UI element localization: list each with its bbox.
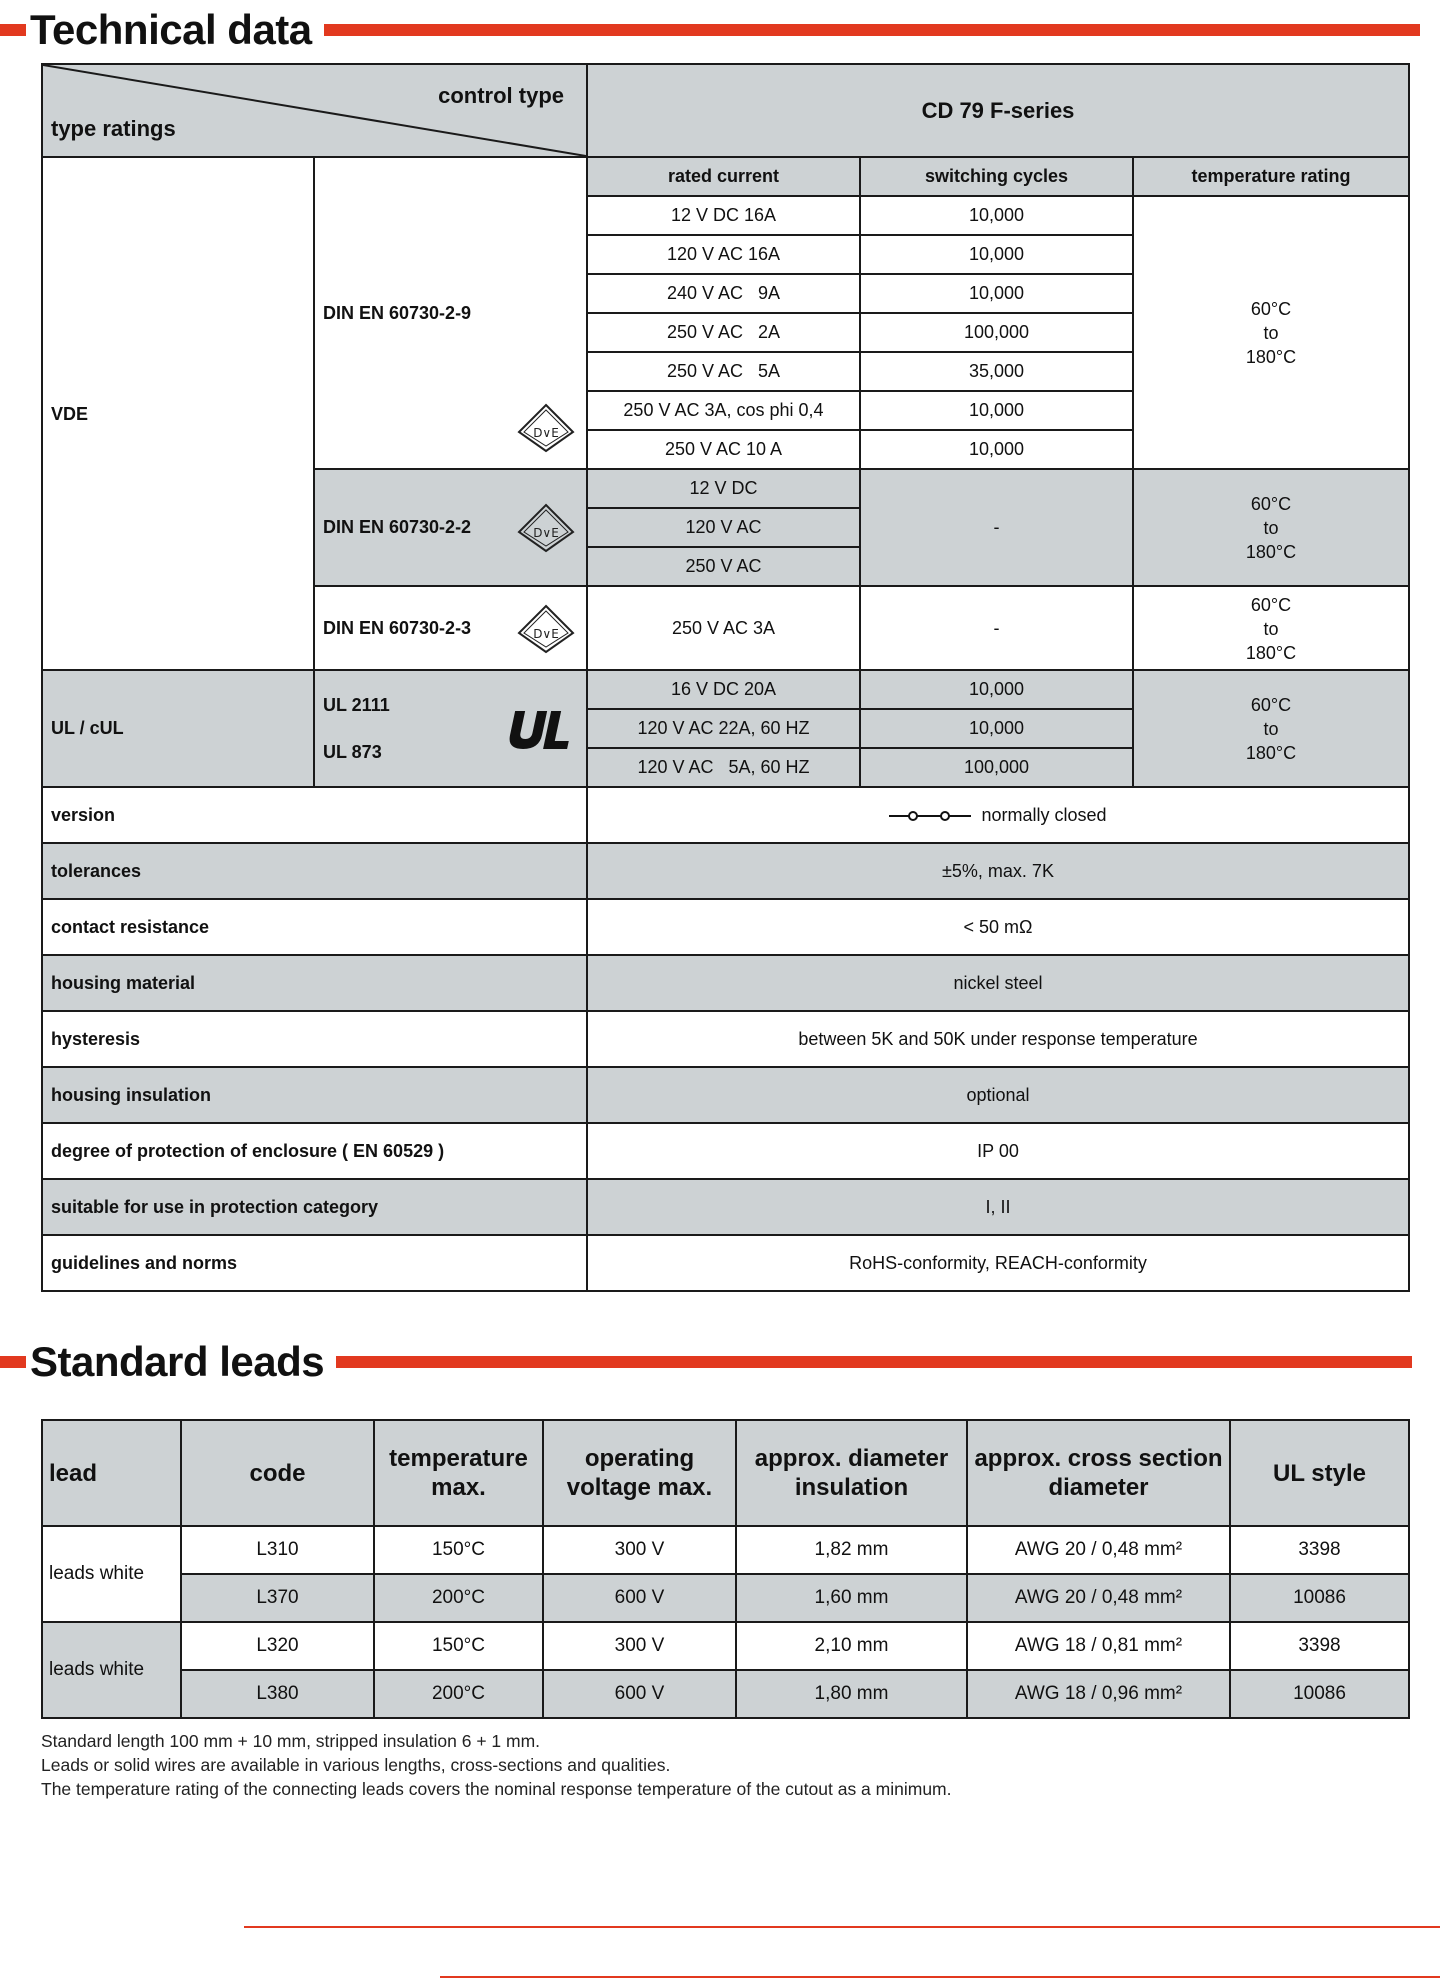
lead-cell: 1,80 mm [736,1670,967,1718]
temp-line: to [1263,618,1279,639]
standard-leads-heading [0,1338,1412,1386]
leads-col-ul-style: UL style [1230,1420,1409,1526]
lead-cell: 3398 [1230,1526,1409,1574]
lead-cell: 1,60 mm [736,1574,967,1622]
rated-current-cell: 12 V DC [587,469,860,508]
leads-col-temperature: temperature max. [374,1420,543,1526]
svg-text:D∨E: D∨E [533,525,559,540]
rated-current-cell: 250 V AC 2A [587,313,860,352]
rated-current-cell: 120 V AC 5A, 60 HZ [587,748,860,787]
switching-cycles-cell: 10,000 [860,274,1133,313]
prop-value-housing-material: nickel steel [587,955,1409,1011]
rated-current-cell: 250 V AC 3A, cos phi 0,4 [587,391,860,430]
std-60730-2-2-name: DIN EN 60730-2-2 [323,517,472,537]
lead-cell: 300 V [543,1622,736,1670]
ul-standards-cell [314,670,587,787]
temp-line: 60°C [1250,694,1292,715]
technical-data-title: Technical data [30,6,312,53]
ul-properties-table [41,669,1410,1292]
std-60730-2-9-name: DIN EN 60730-2-9 [323,302,472,323]
switching-cycles-cell: 100,000 [860,313,1133,352]
ul-873-name: UL 873 [323,741,382,762]
leads-col-lead: lead [42,1420,181,1526]
prop-label-guidelines-norms: guidelines and norms [42,1235,587,1291]
footer-rule-upper [244,1926,1440,1928]
switching-cycles-cell: - [860,586,1133,671]
svg-text:D∨E: D∨E [533,426,559,440]
temp-line: 60°C [1250,594,1292,615]
lead-cell: L380 [181,1670,374,1718]
prop-value-contact-resistance: < 50 mΩ [587,899,1409,955]
temp-line: 60°C [1250,298,1292,319]
temp-line: to [1263,718,1279,739]
control-type-label: control type [438,83,564,108]
heading-rule [336,1356,1412,1368]
note-line: Standard length 100 mm + 10 mm, stripped insulation 6 + 1 mm. [41,1731,541,1751]
rated-current-cell: 120 V AC 16A [587,235,860,274]
switching-cycles-cell: 10,000 [860,709,1133,748]
note-line: The temperature rating of the connecting leads covers the nominal response temperature of the cutout as a minimum. [41,1779,952,1799]
prop-value-version [587,787,1409,843]
table-row [42,1526,1409,1574]
lead-cell: 300 V [543,1526,736,1574]
rated-current-cell: 12 V DC 16A [587,196,860,235]
lead-cell: AWG 20 / 0,48 mm² [967,1526,1230,1574]
prop-value-degree-of-protection: IP 00 [587,1123,1409,1179]
technical-data-heading [0,6,1420,54]
lead-cell: 600 V [543,1574,736,1622]
ul-label: UL / cUL [42,670,314,787]
lead-cell: 200°C [374,1670,543,1718]
temp-line: to [1263,322,1279,343]
temperature-rating-cell [1133,469,1409,586]
prop-value-housing-insulation: optional [587,1067,1409,1123]
lead-cell: AWG 18 / 0,81 mm² [967,1622,1230,1670]
rated-current-cell: 240 V AC 9A [587,274,860,313]
lead-cell: 10086 [1230,1574,1409,1622]
diagonal-line [43,65,586,156]
lead-cell: 10086 [1230,1670,1409,1718]
rated-current-cell: 250 V AC 5A [587,352,860,391]
leads-col-voltage: operating voltage max. [543,1420,736,1526]
rated-current-cell: 120 V AC [587,508,860,547]
rated-current-cell: 250 V AC 10 A [587,430,860,469]
lead-cell: AWG 20 / 0,48 mm² [967,1574,1230,1622]
col-rated-current: rated current [587,157,860,196]
leads-col-code: code [181,1420,374,1526]
lead-cell: L310 [181,1526,374,1574]
prop-label-hysteresis: hysteresis [42,1011,587,1067]
version-text: normally closed [981,804,1107,825]
leads-col-diameter-insulation: approx. diameter insulation [736,1420,967,1526]
prop-label-housing-material: housing material [42,955,587,1011]
ul-2111-name: UL 2111 [323,694,390,715]
rated-current-cell: 250 V AC [587,547,860,586]
temperature-rating-cell [1133,196,1409,469]
lead-cell: 2,10 mm [736,1622,967,1670]
prop-value-guidelines-norms: RoHS-conformity, REACH-conformity [587,1235,1409,1291]
vde-mark-icon [516,502,576,554]
standard-leads-table [41,1419,1410,1719]
technical-data-table [41,63,1410,672]
lead-cell: 150°C [374,1526,543,1574]
temperature-rating-cell [1133,670,1409,787]
rated-current-cell: 120 V AC 22A, 60 HZ [587,709,860,748]
lead-cell: L320 [181,1622,374,1670]
lead-cell: 3398 [1230,1622,1409,1670]
temp-line: 180°C [1245,346,1297,367]
lead-cell: 600 V [543,1670,736,1718]
prop-value-tolerances: ±5%, max. 7K [587,843,1409,899]
table-row [42,1670,1409,1718]
rated-current-cell: 16 V DC 20A [587,670,860,709]
prop-label-tolerances: tolerances [42,843,587,899]
lead-cell: AWG 18 / 0,96 mm² [967,1670,1230,1718]
heading-rule [324,24,1420,36]
prop-label-degree-of-protection: degree of protection of enclosure ( EN 60529 ) [42,1123,587,1179]
vde-mark-icon [516,603,576,655]
leads-col-cross-section: approx. cross section diameter [967,1420,1230,1526]
std-60730-2-9-cell [314,157,587,469]
col-temperature-rating: temperature rating [1133,157,1409,196]
rated-current-cell: 250 V AC 3A [587,586,860,671]
switching-cycles-cell: 10,000 [860,430,1133,469]
standard-leads-title: Standard leads [30,1338,325,1385]
switching-cycles-cell: 35,000 [860,352,1133,391]
series-title: CD 79 F-series [587,64,1409,157]
lead-group-label: leads white [42,1526,181,1622]
switching-cycles-cell: 100,000 [860,748,1133,787]
std-60730-2-3-name: DIN EN 60730-2-3 [323,618,472,638]
switching-cycles-cell: 10,000 [860,670,1133,709]
std-60730-2-2-cell [314,469,587,586]
switching-cycles-cell: 10,000 [860,235,1133,274]
switching-cycles-cell: 10,000 [860,391,1133,430]
prop-label-protection-category: suitable for use in protection category [42,1179,587,1235]
temp-line: 60°C [1250,493,1292,514]
table-row [42,1622,1409,1670]
temp-line: 180°C [1245,541,1297,562]
svg-text:D∨E: D∨E [533,626,559,641]
switching-cycles-cell: 10,000 [860,196,1133,235]
temperature-rating-cell [1133,586,1409,671]
table-row [42,1574,1409,1622]
lead-cell: 150°C [374,1622,543,1670]
ul-recognized-mark-icon [506,707,578,751]
lead-cell: 200°C [374,1574,543,1622]
type-ratings-label: type ratings [51,116,176,141]
prop-value-protection-category: I, II [587,1179,1409,1235]
prop-label-version: version [42,787,587,843]
col-switching-cycles: switching cycles [860,157,1133,196]
vde-label: VDE [42,157,314,671]
footer-rule-lower [440,1976,1440,1978]
temp-line: 180°C [1245,742,1297,763]
normally-closed-switch-icon [889,809,971,823]
lead-group-label: leads white [42,1622,181,1718]
heading-accent [0,1356,26,1368]
prop-label-housing-insulation: housing insulation [42,1067,587,1123]
std-60730-2-3-cell [314,586,587,671]
note-line: Leads or solid wires are available in various lengths, cross-sections and qualities. [41,1755,671,1775]
heading-accent [0,24,26,36]
temp-line: to [1263,517,1279,538]
lead-cell: L370 [181,1574,374,1622]
temp-line: 180°C [1245,642,1297,663]
header-diagonal-cell [42,64,587,157]
vde-mark-icon [516,402,576,454]
lead-cell: 1,82 mm [736,1526,967,1574]
leads-notes [41,1729,952,1801]
prop-label-contact-resistance: contact resistance [42,899,587,955]
switching-cycles-cell: - [860,469,1133,586]
prop-value-hysteresis: between 5K and 50K under response temperature [587,1011,1409,1067]
